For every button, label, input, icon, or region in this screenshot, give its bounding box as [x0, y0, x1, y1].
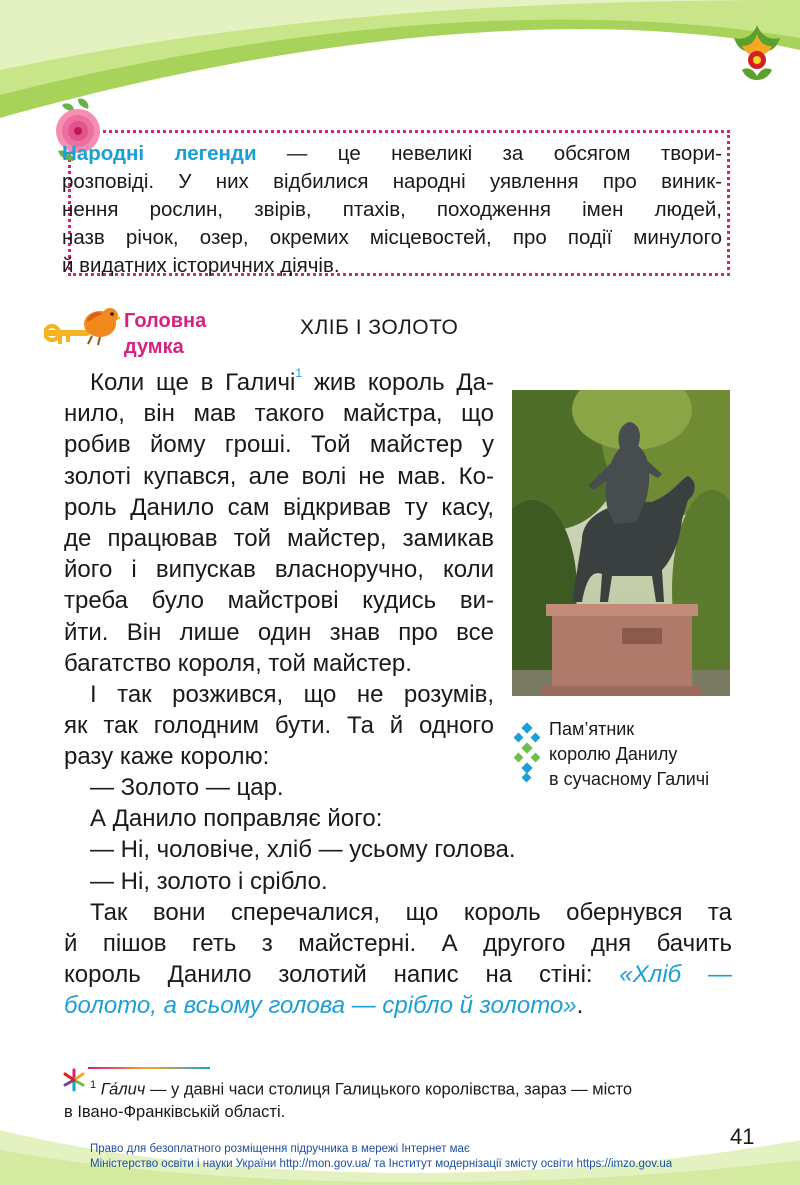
footnote-text-1: — у давні часи столиця Галицького королівства, зараз — місто	[145, 1080, 633, 1099]
definition-line-1: — це невеликі за обсягом твори-	[256, 142, 722, 165]
story-line: йти. Він лише один знав про все	[64, 618, 494, 646]
story-paragraph-2	[64, 772, 732, 1022]
story-line: його і випускав власноручно, коли	[64, 556, 494, 584]
story-line: багатство короля, той майстер.	[64, 649, 412, 677]
page-number: 41	[730, 1124, 755, 1149]
definition-line-4: назв річок, озер, окремих місцевостей, про події минулого	[62, 226, 722, 249]
license-line-2[interactable]: Міністерство освіти і науки України http://mon.gov.ua/ та Інститут модернізації змісту освіти https://imzo.gov.ua	[90, 1158, 673, 1170]
main-idea-label	[124, 308, 244, 360]
dialog-line: — Ні, чоловіче, хліб — усьому голова.	[90, 836, 516, 864]
story-line: нило, він мав такого майстра, що	[64, 400, 494, 428]
main-idea-line-1: Головна	[124, 310, 207, 332]
footnote-divider	[88, 1067, 210, 1069]
story-line-1b: жив король Да-	[302, 369, 495, 396]
story-line: й пішов геть з майстерні. А другого дня бачить	[64, 930, 732, 958]
story-title: ХЛІБ І ЗОЛОТО	[300, 316, 459, 339]
embroidery-pattern-icon	[513, 722, 541, 784]
photo-caption	[549, 717, 749, 792]
story-line: треба було майстрові кудись ви-	[64, 587, 494, 615]
story-line: разу каже королю:	[64, 743, 270, 771]
corner-ornament-icon	[728, 20, 786, 82]
story-line: як так голодним бути. Та й одного	[64, 712, 494, 740]
definition-line-3: нення рослин, звірів, птахів, походження імен людей,	[62, 198, 722, 221]
story-line: І так розжився, що не розумів,	[90, 681, 494, 709]
story-line: роль Данило сам відкривав ту касу,	[64, 493, 494, 521]
caption-line-1: Пам’ятник	[549, 719, 635, 739]
footnote-word: Га́лич	[100, 1080, 146, 1099]
quote-end: .	[576, 992, 584, 1020]
main-idea-line-2: думка	[124, 336, 184, 358]
definition-text	[62, 140, 722, 280]
license-notice	[90, 1142, 730, 1172]
quote-line-2: болото, а всьому голова — срібло й золото»	[64, 992, 577, 1020]
caption-line-2: королю Данилу	[549, 744, 678, 764]
dialog-line: А Данило поправляє його:	[90, 805, 383, 833]
footnote-number: 1	[90, 1079, 97, 1091]
definition-line-5: й видатних історичних діячів.	[62, 254, 340, 277]
story-line-1a: Коли ще в Галичі	[90, 369, 296, 396]
dialog-line: — Золото — цар.	[90, 774, 284, 801]
story-line: де працював той майстер, замикав	[64, 525, 494, 553]
story-line-last-a: король Данило золотий напис на стіні:	[64, 961, 620, 989]
story-line: Так вони сперечалися, що король обернувся та	[90, 898, 732, 926]
definition-term: Народні легенди	[62, 142, 257, 165]
footnote-ref[interactable]: 1	[295, 366, 303, 380]
story-line: золоті купався, але волі не мав. Ко-	[64, 462, 494, 490]
definition-line-2: розповіді. У них відбилися народні уявлення про виник-	[62, 170, 722, 193]
license-line-1: Право для безоплатного розміщення підручника в мережі Інтернет має	[90, 1143, 470, 1155]
bird-key-icon	[44, 300, 120, 350]
quote-line-1: «Хліб —	[619, 961, 732, 989]
caption-line-3: в сучасному Галичі	[549, 769, 710, 789]
story-line: робив йому гроші. Той майстер у	[64, 431, 494, 459]
footnote-text-2: в Івано-Франківській області.	[64, 1102, 286, 1121]
monument-photo	[512, 390, 730, 696]
top-green-wave	[0, 0, 800, 120]
footnote	[64, 1074, 740, 1123]
dialog-line: — Ні, золото і срібло.	[90, 867, 328, 895]
story-paragraph-1	[64, 367, 494, 773]
